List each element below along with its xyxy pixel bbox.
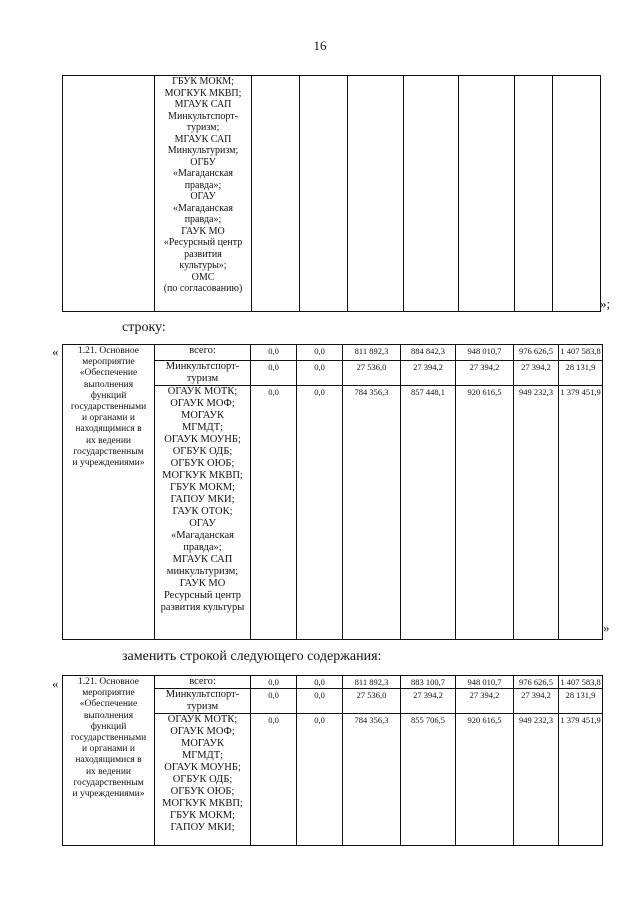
text-line: правда»; <box>184 214 222 225</box>
text-line: ОГБУК ОДБ; <box>172 446 233 457</box>
text-line: Минкультуризм; <box>167 145 239 156</box>
value-cell <box>300 76 348 312</box>
activity-name-cell <box>63 676 155 846</box>
value-cell: 1 407 583,8 <box>560 677 601 687</box>
text-line: ОГБУ <box>190 156 216 168</box>
text-line: «Магаданская <box>171 530 234 541</box>
value-cell: 28 131,9 <box>559 689 603 714</box>
text-line: «Магаданская <box>173 168 233 179</box>
text-line: 1.21. Основное <box>78 677 139 687</box>
value-cell <box>515 76 553 312</box>
text-line: государственным <box>73 446 144 457</box>
text-line: «Обеспечение <box>79 368 138 379</box>
text-line: ГБУК МОКМ; <box>170 810 235 821</box>
value-cell: 976 626,5 <box>514 676 559 689</box>
value-cell: 27 394,2 <box>514 361 559 386</box>
text-line: выполнения <box>83 710 134 721</box>
executors-cell <box>155 76 252 312</box>
text-line: МГАУК САП <box>172 554 233 565</box>
value-cell: 949 232,3 <box>514 714 559 846</box>
value-cell: 784 356,3 <box>343 714 401 846</box>
old-row-table <box>62 344 603 640</box>
text-line: ОГАУК МОФ; <box>170 726 235 737</box>
value-cell: 27 394,2 <box>456 361 514 386</box>
page-number: 16 <box>313 38 327 53</box>
text-line: минкультуризм; <box>166 566 239 577</box>
value-cell: 0,0 <box>297 386 343 640</box>
value-cell: 855 706,5 <box>401 714 456 846</box>
activity-name-cell <box>63 345 155 640</box>
value-cell: 27 536,0 <box>343 689 401 714</box>
text-line: мероприятие <box>82 688 135 699</box>
text-line: правда»; <box>184 179 222 191</box>
value-cell: 883 100,7 <box>401 676 456 689</box>
text-line: всего: <box>189 345 216 356</box>
replace-text: заменить строкой следующего содержания: <box>122 649 382 664</box>
value-cell: 976 626,5 <box>514 345 559 361</box>
text-line: их ведении <box>85 766 132 777</box>
text-line: МГАУК САП <box>174 133 232 145</box>
name-cell <box>63 76 155 312</box>
value-cell <box>404 76 459 312</box>
value-cell: 0,0 <box>251 361 297 386</box>
text-line: ОГАУК МОТК; <box>167 386 238 397</box>
text-line: функций <box>90 721 127 732</box>
text-line: культуры»; <box>179 260 227 271</box>
text-line: ОГАУК МОТК; <box>167 714 238 725</box>
value-cell: 857 448,1 <box>401 386 456 640</box>
text-line: находящимися в <box>75 424 142 435</box>
executor-cell <box>155 714 251 846</box>
text-line: и учреждениями» <box>72 789 145 800</box>
executor-cell <box>155 361 251 386</box>
value-cell <box>459 76 515 312</box>
text-line: ГБУК МОКМ; <box>172 76 234 87</box>
open-quote: « <box>52 344 59 359</box>
value-cell: 0,0 <box>251 689 297 714</box>
text-line: ОГАУ <box>189 518 216 529</box>
text-line: государственными <box>70 733 147 744</box>
text-line: правда»; <box>183 542 222 553</box>
value-cell: 27 394,2 <box>514 689 559 714</box>
value-cell <box>252 76 300 312</box>
value-cell: 811 892,3 <box>343 676 401 689</box>
text-line: ОГБУК ОДБ; <box>172 774 233 785</box>
text-line: ОГАУК МОУНБ; <box>164 762 241 773</box>
text-line: МОГКУК МКВП; <box>164 87 242 99</box>
text-line: Минкультспорт- <box>165 361 240 372</box>
text-line: Ресурсный центр <box>163 590 242 601</box>
text-line: ОГАУК МОФ; <box>170 398 235 409</box>
text-line: развития <box>184 248 222 260</box>
intro-text: строку: <box>122 320 166 335</box>
text-line: туризм; <box>186 122 220 133</box>
text-line: МОГАУК <box>181 410 224 421</box>
value-cell: 0,0 <box>251 345 297 361</box>
value-cell: 1 379 451,9 <box>559 714 603 846</box>
executor-cell <box>155 689 251 714</box>
open-quote: « <box>52 676 59 691</box>
value-cell: 28 131,9 <box>559 361 603 386</box>
text-line: всего: <box>189 676 216 687</box>
text-line: ГАПОУ МКИ; <box>170 822 235 833</box>
value-cell: 948 010,7 <box>456 676 514 689</box>
value-cell <box>553 76 601 312</box>
value-cell: 811 892,3 <box>343 345 401 361</box>
new-row-table <box>62 675 603 846</box>
text-line: Минкультспорт- <box>168 110 238 122</box>
text-line: функций <box>90 390 127 401</box>
value-cell: 1 379 451,9 <box>559 386 603 640</box>
executor-cell <box>155 345 251 361</box>
text-line: (по согласованию) <box>163 283 243 294</box>
text-line: ГАУК МО <box>181 225 225 237</box>
text-line: и органами и <box>82 413 135 424</box>
text-line: находящимися в <box>75 755 142 766</box>
text-line: МГМДТ; <box>181 750 224 761</box>
value-cell: 0,0 <box>251 676 297 689</box>
text-line: ГАПОУ МКИ; <box>170 494 235 505</box>
text-line: и учреждениями» <box>72 458 145 469</box>
value-cell: 0,0 <box>251 714 297 846</box>
value-cell: 27 394,2 <box>401 361 456 386</box>
value-cell: 884 842,3 <box>401 345 456 361</box>
text-line: ГАУК ОТОК; <box>172 506 233 517</box>
text-line: государственными <box>70 402 147 413</box>
text-line: «Магаданская <box>173 202 233 214</box>
text-line: МОГКУК МКВП; <box>162 798 243 809</box>
text-line: и органами и <box>82 744 135 755</box>
text-line: развития культуры <box>160 602 245 613</box>
text-line: ГБУК МОКМ; <box>170 482 235 493</box>
text-line: государственным <box>73 777 144 788</box>
value-cell: 0,0 <box>297 689 343 714</box>
value-cell: 0,0 <box>297 345 343 361</box>
text-line: ОГАУК МОУНБ; <box>164 434 241 445</box>
text-line: МОГАУК <box>181 738 224 749</box>
text-line: ОГБУК ОЮБ; <box>170 458 235 469</box>
executor-cell <box>155 386 251 640</box>
text-line: их ведении <box>85 435 132 446</box>
closing-quote: »; <box>600 296 611 311</box>
value-cell: 27 536,0 <box>343 361 401 386</box>
text-line: 1.21. Основное <box>78 346 139 356</box>
value-cell: 1 407 583,8 <box>559 345 603 361</box>
close-quote: » <box>603 620 610 635</box>
text-line: МГАУК САП <box>174 99 232 110</box>
value-cell: 949 232,3 <box>514 386 559 640</box>
value-cell: 0,0 <box>251 386 297 640</box>
value-cell: 920 616,5 <box>456 714 514 846</box>
text-line: МОГКУК МКВП; <box>162 470 243 481</box>
value-cell: 784 356,3 <box>343 386 401 640</box>
text-line: МГМДТ; <box>181 422 224 433</box>
text-line: туризм <box>186 701 219 712</box>
value-cell: 948 010,7 <box>456 345 514 361</box>
value-cell <box>348 76 404 312</box>
value-cell: 0,0 <box>297 714 343 846</box>
value-cell: 0,0 <box>297 361 343 386</box>
text-line: Минкультспорт- <box>165 689 240 700</box>
text-line: мероприятие <box>82 357 135 368</box>
executor-cell <box>155 676 251 689</box>
text-line: ОГАУ <box>190 191 216 202</box>
value-cell: 27 394,2 <box>401 689 456 714</box>
text-line: ОГБУК ОЮБ; <box>170 786 235 797</box>
text-line: туризм <box>186 373 219 384</box>
text-line: «Ресурсный центр <box>163 237 243 248</box>
text-line: выполнения <box>83 379 134 390</box>
text-line: «Обеспечение <box>79 699 138 710</box>
value-cell: 27 394,2 <box>456 689 514 714</box>
value-cell: 920 616,5 <box>456 386 514 640</box>
text-line: ГАУК МО <box>179 578 226 589</box>
value-cell: 0,0 <box>297 676 343 689</box>
text-line: ОМС <box>191 271 215 283</box>
top-table <box>62 75 601 312</box>
